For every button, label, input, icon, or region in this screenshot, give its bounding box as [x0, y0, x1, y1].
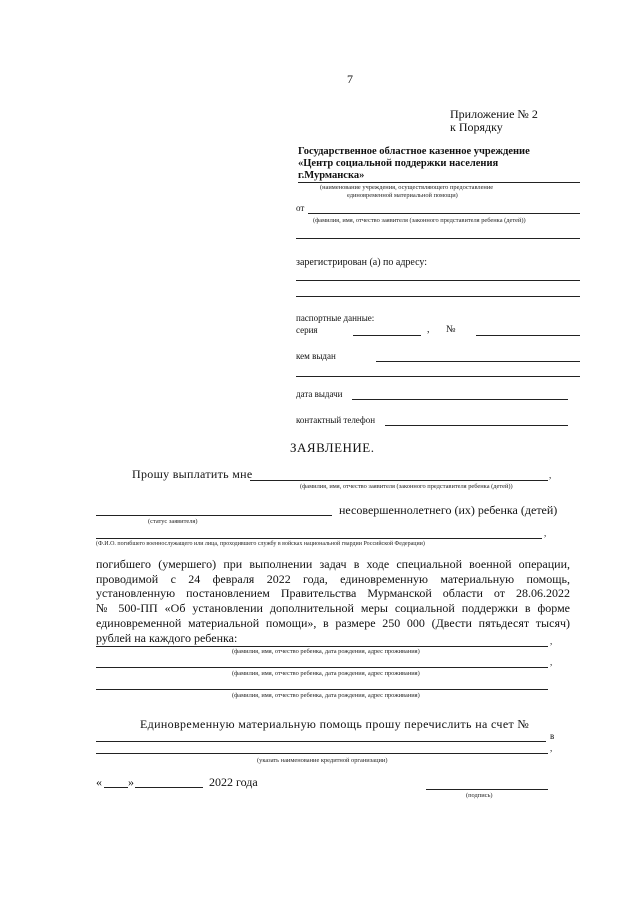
- month-field[interactable]: [135, 787, 203, 788]
- bank-comma: ,: [550, 743, 553, 753]
- document-title: ЗАЯВЛЕНИЕ.: [290, 440, 375, 455]
- bank-field[interactable]: [96, 753, 548, 754]
- registered-label: зарегистрирован (а) по адресу:: [296, 257, 428, 268]
- body-line-6: рублей на каждого ребенка:: [96, 630, 238, 645]
- date-open-quote: «: [96, 775, 102, 789]
- body-line-1: погибшего (умершего) при выполнении задач в ходе специальной военной операции,: [96, 557, 570, 571]
- signature-field[interactable]: [426, 789, 548, 790]
- institution-underline: [298, 182, 580, 183]
- intro-comma: ,: [549, 470, 552, 480]
- from-field-line2[interactable]: [296, 238, 580, 239]
- address-field-line1[interactable]: [296, 280, 580, 281]
- request-intro: Прошу выплатить мне: [132, 467, 253, 481]
- child-comma-1: ,: [550, 636, 553, 646]
- applicant-status-field[interactable]: [96, 515, 332, 516]
- child-field-1[interactable]: [96, 646, 548, 647]
- child-field-3[interactable]: [96, 689, 548, 690]
- institution-line1: Государственное областное казенное учреждение: [298, 146, 530, 157]
- series-field[interactable]: [353, 335, 421, 336]
- issue-date-label: дата выдачи: [296, 389, 343, 399]
- series-label: серия: [296, 325, 318, 335]
- passport-label: паспортные данные:: [296, 313, 375, 323]
- phone-label: контактный телефон: [296, 415, 376, 425]
- institution-line3: г.Мурманска»: [298, 170, 365, 181]
- phone-field[interactable]: [385, 425, 568, 426]
- body-line-5: единовременной материальной помощи», в размере 250 000 (Двести пятьдесят тысяч): [96, 615, 570, 630]
- account-field[interactable]: [96, 741, 546, 742]
- institution-name: [298, 146, 530, 182]
- number-field[interactable]: [476, 335, 580, 336]
- institution-caption2: единовременной материальной помощи): [347, 192, 458, 199]
- child-field-2[interactable]: [96, 667, 548, 668]
- date-year: 2022 года: [209, 775, 258, 789]
- deceased-name-field[interactable]: [96, 538, 542, 539]
- deceased-caption: (Ф.И.О. погибшего военнослужащего или лица, проходившего службу в войсках национальной гвардии Российской Федерации): [96, 541, 425, 547]
- issue-date-field[interactable]: [352, 399, 568, 400]
- body-line-2: проводимой с 24 февраля 2022 года, единовременную материальную помощь,: [96, 571, 570, 586]
- child-caption-3: (фамилия, имя, отчество ребенка, дата рождения, адрес проживания): [232, 692, 420, 699]
- issued-by-field[interactable]: [376, 361, 580, 362]
- bank-caption: (указать наименование кредитной организации): [257, 757, 388, 764]
- date-close-quote: »: [128, 775, 134, 789]
- body-line-4: № 500-ПП «Об установлении дополнительной меры социальной поддержки в форме: [96, 601, 570, 616]
- issued-by-field-line2[interactable]: [296, 376, 580, 377]
- page-number: 7: [347, 72, 353, 86]
- from-label: от: [296, 203, 305, 213]
- child-caption-2: (фамилия, имя, отчество ребенка, дата рождения, адрес проживания): [232, 670, 420, 677]
- signature-caption: (подпись): [466, 792, 493, 799]
- child-comma-2: ,: [550, 657, 553, 667]
- from-caption: (фамилия, имя, отчество заявителя (законного представителя ребенка (детей)): [313, 217, 526, 224]
- number-label: №: [446, 324, 456, 335]
- body-line-3: установленную постановлением Правительства Мурманской области от 28.06.2022: [96, 586, 570, 601]
- transfer-in-label: в: [550, 731, 555, 741]
- status-caption: (статус заявителя): [148, 518, 198, 525]
- transfer-text: Единовременную материальную помощь прошу перечислить на счет №: [140, 717, 530, 731]
- appendix-line2: к Порядку: [450, 120, 503, 134]
- from-field[interactable]: [308, 213, 580, 214]
- deceased-comma: ,: [544, 528, 547, 538]
- address-field-line2[interactable]: [296, 296, 580, 297]
- intro-caption: (фамилия, имя, отчество заявителя (законного представителя ребенка (детей)): [300, 483, 513, 490]
- minor-text: несовершеннолетнего (их) ребенка (детей): [339, 503, 558, 517]
- issued-by-label: кем выдан: [296, 351, 336, 361]
- child-caption-1: (фамилия, имя, отчество ребенка, дата рождения, адрес проживания): [232, 648, 420, 655]
- appendix-line1: Приложение № 2: [450, 107, 538, 121]
- day-field[interactable]: [104, 787, 128, 788]
- institution-caption1: (наименование учреждения, осуществляющего предоставление: [320, 184, 494, 191]
- institution-line2: «Центр социальной поддержки населения: [298, 158, 499, 169]
- series-comma: ,: [427, 324, 430, 335]
- applicant-name-field[interactable]: [250, 480, 548, 481]
